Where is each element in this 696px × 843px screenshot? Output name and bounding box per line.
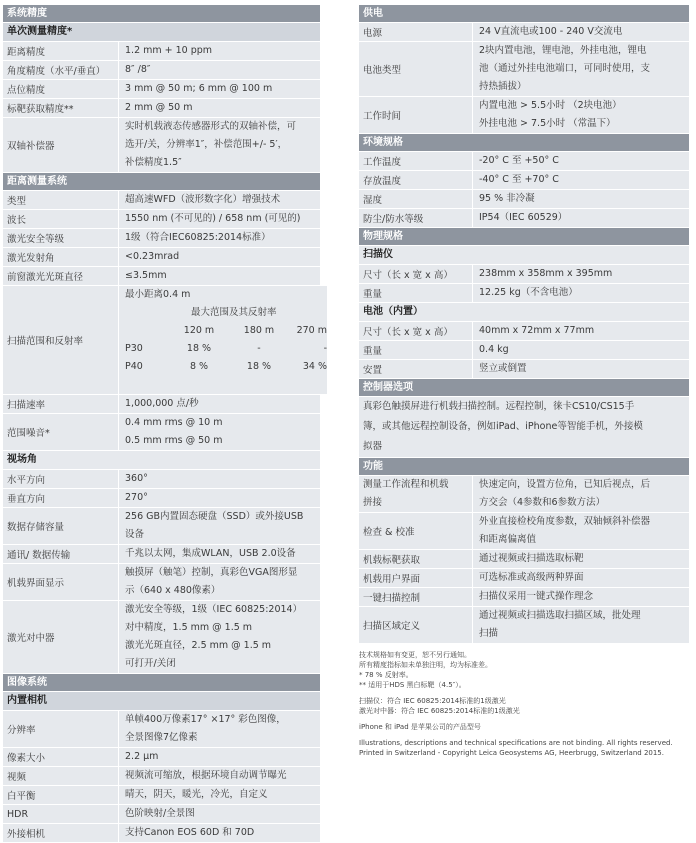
spec-key: 波长 — [3, 210, 118, 228]
spec-row — [3, 191, 320, 210]
subsection-single-measurement: 单次测量精度* — [3, 23, 320, 42]
spec-value-line: 方交会（4参数和6参数方法） — [479, 497, 606, 508]
spec-key: 检查 & 校准 — [359, 513, 472, 549]
spec-row — [359, 607, 689, 644]
footnote: 扫描仪：符合 IEC 60825:2014标准的1级激光 — [359, 697, 506, 705]
spec-row — [3, 824, 320, 843]
spec-value — [118, 99, 320, 117]
spec-value — [472, 152, 689, 170]
spec-value — [472, 97, 689, 133]
spec-row — [359, 476, 689, 513]
spec-row — [359, 550, 689, 569]
spec-row — [359, 23, 689, 42]
section-physical: 物理规格 — [359, 228, 689, 246]
spec-key: 分辨率 — [3, 711, 118, 747]
spec-key: 扫描区域定义 — [359, 607, 472, 643]
spec-key: 工作时间 — [359, 97, 472, 133]
spec-row — [359, 513, 689, 550]
spec-value — [118, 118, 320, 172]
spec-value-line: 池（通过外挂电池端口，可同时使用，支 — [479, 63, 651, 74]
spec-row — [3, 711, 320, 748]
footnote: 技术规格如有变更，恕不另行通知。 — [359, 651, 471, 659]
spec-key: 防尘/防水等级 — [359, 209, 472, 227]
spec-value-line: 支持Canon EOS 60D 和 70D — [125, 827, 255, 838]
spec-value — [118, 414, 320, 450]
spec-row — [3, 470, 320, 489]
spec-key: 一键扫描控制 — [359, 588, 472, 606]
spec-row — [3, 61, 320, 80]
spec-value-line: 外业直接检校角度参数，双轴倾斜补偿器 — [479, 516, 651, 527]
spec-key: 视频 — [3, 767, 118, 785]
spec-value-line: 238mm x 358mm x 395mm — [479, 268, 613, 279]
section-controller: 控制器选项 — [359, 379, 689, 397]
spec-value-line: 256 GB内置固态硬盘（SSD）或外接USB — [125, 511, 304, 522]
spec-row — [359, 190, 689, 209]
spec-value-line: 270° — [125, 492, 148, 503]
spec-value-line: 360° — [125, 473, 148, 484]
spec-value-line: 示（640 x 480像素） — [125, 585, 221, 596]
spec-key: 存放温度 — [359, 171, 472, 189]
spec-key: 通讯/ 数据传输 — [3, 545, 118, 563]
spec-row — [359, 569, 689, 588]
section-functions: 功能 — [359, 458, 689, 476]
spec-value-line: 外挂电池 > 7.5小时 （常温下） — [479, 118, 616, 129]
spec-value-line: 和距离偏离值 — [479, 534, 537, 545]
spec-value-line: 1,000,000 点/秒 — [125, 398, 199, 409]
range-col-header — [125, 322, 327, 340]
spec-value — [472, 284, 689, 302]
spec-value-line: 实时机载液态传感器形式的双轴补偿，可 — [125, 121, 297, 132]
spec-key: 电源 — [359, 23, 472, 41]
range-col-1: 120 m — [183, 325, 215, 336]
spec-row — [3, 414, 320, 451]
spec-row — [359, 42, 689, 97]
range-cell: 8 % — [189, 361, 209, 372]
spec-value — [118, 564, 320, 600]
spec-row — [359, 360, 689, 379]
spec-key: 电池类型 — [359, 42, 472, 96]
spec-value — [472, 209, 689, 227]
controller-line: 拟器 — [363, 441, 383, 452]
spec-key — [359, 476, 472, 512]
spec-value — [472, 23, 689, 41]
spec-row — [3, 80, 320, 99]
spec-row — [3, 601, 320, 674]
spec-value-line: 超高速WFD（波形数字化）增强技术 — [125, 194, 281, 205]
spec-key: 双轴补偿器 — [3, 118, 118, 172]
battery-table — [359, 322, 689, 379]
spec-value — [118, 711, 320, 747]
spec-key: 点位精度 — [3, 80, 118, 98]
spec-value-line: 可打开/关闭 — [125, 658, 176, 669]
spec-row — [359, 322, 689, 341]
spec-row — [359, 171, 689, 190]
spec-value — [472, 550, 689, 568]
range-cell: 34 % — [302, 361, 327, 372]
range-value — [118, 286, 327, 394]
spec-key: HDR — [3, 805, 118, 823]
footnote: ** 适用于HDS 黑白标靶（4.5″）。 — [359, 681, 466, 689]
spec-value-line: 0.5 mm rms @ 50 m — [125, 435, 223, 446]
spec-value — [472, 360, 689, 378]
footnote: * 78 % 反射率。 — [359, 671, 413, 679]
section-environment: 环境规格 — [359, 134, 689, 152]
spec-value — [118, 601, 320, 673]
footnote: 所有精度指标如未单独注明，均为标准差。 — [359, 661, 492, 669]
range-cell: - — [257, 343, 261, 354]
spec-value — [472, 171, 689, 189]
spec-row — [359, 284, 689, 303]
spec-value-line: 持热插拔） — [479, 81, 527, 92]
range-row-p40 — [125, 358, 327, 376]
spec-value-line: 扫描仪采用一键式操作理念 — [479, 591, 594, 602]
spec-row — [3, 267, 320, 286]
subsection-camera: 内置相机 — [3, 692, 320, 711]
spec-value-line: 2.2 μm — [125, 751, 159, 762]
spec-value-line: 通过视频或扫描选取标靶 — [479, 553, 584, 564]
spec-value — [472, 42, 689, 96]
spec-key: 扫描速率 — [3, 395, 118, 413]
range-col-2: 180 m — [243, 325, 275, 336]
spec-value — [118, 80, 320, 98]
spec-row — [3, 118, 320, 173]
spec-key: 机载界面显示 — [3, 564, 118, 600]
spec-value — [118, 42, 320, 60]
spec-value-line: 千兆以太网，集成WLAN，USB 2.0设备 — [125, 548, 296, 559]
spec-value-line: 0.4 kg — [479, 344, 509, 355]
range-row-name: P30 — [125, 343, 143, 354]
spec-row — [3, 767, 320, 786]
spec-row — [3, 508, 320, 545]
spec-row — [3, 248, 320, 267]
spec-value-line: 内置电池 > 5.5小时 （2块电池） — [479, 100, 622, 111]
controller-text — [359, 397, 689, 458]
spec-value-line: 2块内置电池，锂电池，外挂电池，锂电 — [479, 45, 647, 56]
spec-value — [472, 607, 689, 643]
spec-value-line: 触摸屏（触笔）控制，真彩色VGA图形显 — [125, 567, 298, 578]
scanner-table — [359, 265, 689, 303]
footnote: Illustrations, descriptions and technical specifications are not binding. All rights reserved. — [359, 739, 673, 747]
spec-value-line: 晴天，阴天，暖光，冷光，自定义 — [125, 789, 268, 800]
spec-key: 前窗激光光斑直径 — [3, 267, 118, 285]
spec-value — [472, 476, 689, 512]
spec-value-line: 通过视频或扫描选取扫描区域，批处理 — [479, 610, 641, 621]
spec-key: 湿度 — [359, 190, 472, 208]
spec-key: 白平衡 — [3, 786, 118, 804]
spec-row — [359, 152, 689, 171]
spec-key-line: 测量工作流程和机载 — [363, 479, 449, 490]
spec-key: 尺寸（长 x 宽 x 高） — [359, 265, 472, 283]
spec-key: 机载标靶获取 — [359, 550, 472, 568]
spec-value-line: 快速定向，设置方位角，已知后视点，后 — [479, 479, 651, 490]
right-column — [359, 5, 689, 758]
range-row-p30 — [125, 340, 327, 358]
footnotes — [359, 650, 689, 758]
range-max-head: 最大范围及其反射率 — [191, 307, 277, 318]
spec-key: 数据存储容量 — [3, 508, 118, 544]
spec-value-line: 竖立或倒置 — [479, 363, 527, 374]
spec-value — [472, 513, 689, 549]
spec-key: 范围噪音* — [3, 414, 118, 450]
spec-row — [359, 97, 689, 134]
spec-value — [472, 265, 689, 283]
range-key: 扫描范围和反射率 — [3, 286, 118, 394]
spec-key: 类型 — [3, 191, 118, 209]
spec-row — [3, 210, 320, 229]
spec-value — [118, 489, 320, 507]
spec-value — [118, 805, 320, 823]
range-cell: 18 % — [186, 343, 212, 354]
spec-value-line: 2 mm @ 50 m — [125, 102, 193, 113]
subsection-scanner: 扫描仪 — [359, 246, 689, 265]
spec-key: 标靶获取精度** — [3, 99, 118, 117]
spec-value — [118, 229, 320, 247]
spec-key: 工作温度 — [359, 152, 472, 170]
spec-value-line: -40° C 至 +70° C — [479, 174, 559, 185]
spec-value — [118, 470, 320, 488]
spec-key: 重量 — [359, 341, 472, 359]
spec-row — [359, 209, 689, 228]
footnote: Printed in Switzerland - Copyright Leica Geosystems AG, Heerbrugg, Switzerland 2015. — [359, 749, 664, 757]
spec-value-line: 设备 — [125, 529, 145, 540]
distance-table — [3, 191, 320, 286]
spec-value — [472, 569, 689, 587]
spec-value-line: 8″ /8″ — [125, 64, 151, 75]
controller-line: 簿，或其他远程控制设备，例如iPad、iPhone等智能手机，外接模 — [363, 421, 643, 432]
spec-value-line: 0.4 mm rms @ 10 m — [125, 417, 223, 428]
spec-key: 外接相机 — [3, 824, 118, 842]
spec-key: 机载用户界面 — [359, 569, 472, 587]
spec-value — [118, 267, 320, 285]
spec-key: 激光安全等级 — [3, 229, 118, 247]
spec-value-line: 全景图像7亿像素 — [125, 732, 198, 743]
spec-row — [3, 545, 320, 564]
spec-value — [472, 322, 689, 340]
section-distance-system: 距离测量系统 — [3, 173, 320, 191]
spec-value-line: 扫描 — [479, 628, 499, 639]
range-min: 最小距离0.4 m — [125, 289, 191, 300]
spec-value-line: 视频流可缩放，根据环境自动调节曝光 — [125, 770, 287, 781]
spec-row — [3, 489, 320, 508]
range-cell: 18 % — [246, 361, 272, 372]
spec-row — [359, 588, 689, 607]
spec-key: 重量 — [359, 284, 472, 302]
spec-row — [359, 265, 689, 284]
spec-value — [472, 190, 689, 208]
spec-row — [3, 99, 320, 118]
spec-value-line: 12.25 kg（不含电池） — [479, 287, 578, 298]
spec-value-line: 40mm x 72mm x 77mm — [479, 325, 595, 336]
spec-value — [472, 588, 689, 606]
section-power: 供电 — [359, 5, 689, 23]
spec-row — [3, 42, 320, 61]
spec-key: 水平方向 — [3, 470, 118, 488]
spec-key: 垂直方向 — [3, 489, 118, 507]
spec-value — [118, 508, 320, 544]
range-row-name: P40 — [125, 361, 143, 372]
spec-value-line: 色阶映射/全景图 — [125, 808, 195, 819]
spec-row — [3, 786, 320, 805]
spec-value — [472, 341, 689, 359]
spec-value-line: <0.23mrad — [125, 251, 180, 262]
spec-value — [118, 824, 320, 842]
fov-table — [3, 470, 320, 674]
spec-key: 角度精度（水平/垂直） — [3, 61, 118, 79]
spec-value-line: 可选标准或高级两种界面 — [479, 572, 584, 583]
range-col-3: 270 m — [296, 325, 327, 336]
spec-row — [3, 564, 320, 601]
left-column — [3, 5, 327, 843]
spec-key: 尺寸（长 x 宽 x 高） — [359, 322, 472, 340]
footnote: iPhone 和 iPad 是苹果公司的产品型号 — [359, 723, 481, 731]
spec-value-line: ≤3.5mm — [125, 270, 167, 281]
spec-value-line: 3 mm @ 50 m; 6 mm @ 100 m — [125, 83, 273, 94]
section-imaging: 图像系统 — [3, 674, 320, 692]
spec-value-line: 对中精度，1.5 mm @ 1.5 m — [125, 622, 253, 633]
spec-row — [3, 748, 320, 767]
spec-value-line: 激光光斑直径，2.5 mm @ 1.5 m — [125, 640, 272, 651]
spec-value-line: 95 % 非冷凝 — [479, 193, 535, 204]
spec-value-line: 选开/关，分辨率1″，补偿范围+/- 5′， — [125, 139, 288, 150]
distance-table-2 — [3, 395, 320, 451]
spec-key: 安置 — [359, 360, 472, 378]
footnote: 激光对中器：符合 IEC 60825:2014标准的1级激光 — [359, 707, 520, 715]
spec-value-line: 单帧400万像素17° ×17° 彩色图像， — [125, 714, 286, 725]
power-table — [359, 23, 689, 134]
spec-row — [359, 341, 689, 360]
environment-table — [359, 152, 689, 228]
spec-value — [118, 786, 320, 804]
spec-value-line: -20° C 至 +50° C — [479, 155, 559, 166]
spec-value — [118, 545, 320, 563]
spec-value-line: 1级（符合IEC60825:2014标准） — [125, 232, 271, 243]
spec-key-line: 拼接 — [363, 497, 383, 508]
camera-table — [3, 711, 320, 843]
functions-table — [359, 476, 689, 644]
subsection-battery: 电池（内置） — [359, 303, 689, 322]
spec-value — [118, 395, 320, 413]
spec-value — [118, 61, 320, 79]
spec-value-line: 补偿精度1.5″ — [125, 157, 182, 168]
controller-line: 真彩色触摸屏进行机载扫描控制。远程控制，徕卡CS10/CS15手 — [363, 401, 635, 412]
spec-row — [3, 229, 320, 248]
spec-value-line: IP54（IEC 60529） — [479, 212, 568, 223]
spec-key: 激光发射角 — [3, 248, 118, 266]
spec-value — [118, 210, 320, 228]
range-row — [3, 286, 327, 395]
spec-value — [118, 748, 320, 766]
spec-value — [118, 248, 320, 266]
subsection-fov: 视场角 — [3, 451, 320, 470]
spec-row — [3, 395, 320, 414]
spec-value-line: 激光安全等级，1级（IEC 60825:2014） — [125, 604, 303, 615]
spec-value-line: 1.2 mm + 10 ppm — [125, 45, 213, 56]
spec-row — [3, 805, 320, 824]
accuracy-table — [3, 42, 320, 173]
spec-value — [118, 191, 320, 209]
spec-value — [118, 767, 320, 785]
spec-value-line: 24 V直流电或100 - 240 V交流电 — [479, 26, 623, 37]
range-cell: - — [323, 343, 327, 354]
spec-key: 激光对中器 — [3, 601, 118, 673]
spec-key: 距离精度 — [3, 42, 118, 60]
spec-key: 像素大小 — [3, 748, 118, 766]
spec-value-line: 1550 nm (不可见的) / 658 nm (可见的) — [125, 213, 301, 224]
section-system-accuracy: 系统精度 — [3, 5, 320, 23]
